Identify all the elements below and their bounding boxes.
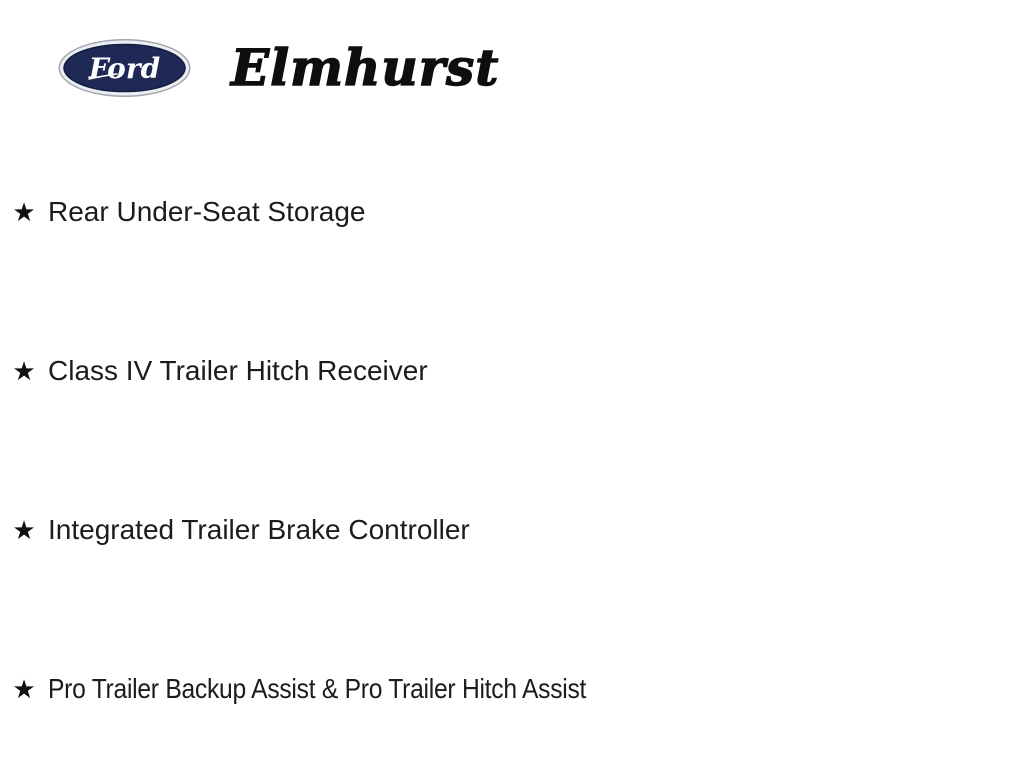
star-bullet-icon: ★ [12, 356, 36, 386]
ford-script-text: Ford [88, 52, 161, 85]
ford-logo-icon [58, 38, 191, 98]
star-bullet-icon: ★ [12, 515, 36, 545]
feature-label: Integrated Trailer Brake Controller [48, 514, 470, 545]
brand-header [58, 38, 499, 98]
feature-item [12, 513, 660, 547]
feature-label: Rear Under-Seat Storage [48, 196, 366, 227]
feature-item [12, 672, 660, 706]
feature-item [12, 195, 660, 229]
star-bullet-icon: ★ [12, 674, 36, 704]
feature-label: Class IV Trailer Hitch Receiver [48, 355, 428, 386]
dealer-name-wordmark: Elmhurst [231, 38, 500, 97]
feature-item [12, 354, 660, 388]
feature-label: Pro Trailer Backup Assist & Pro Trailer Hitch Assist [48, 673, 587, 704]
star-bullet-icon: ★ [12, 197, 36, 227]
feature-list [12, 195, 660, 706]
